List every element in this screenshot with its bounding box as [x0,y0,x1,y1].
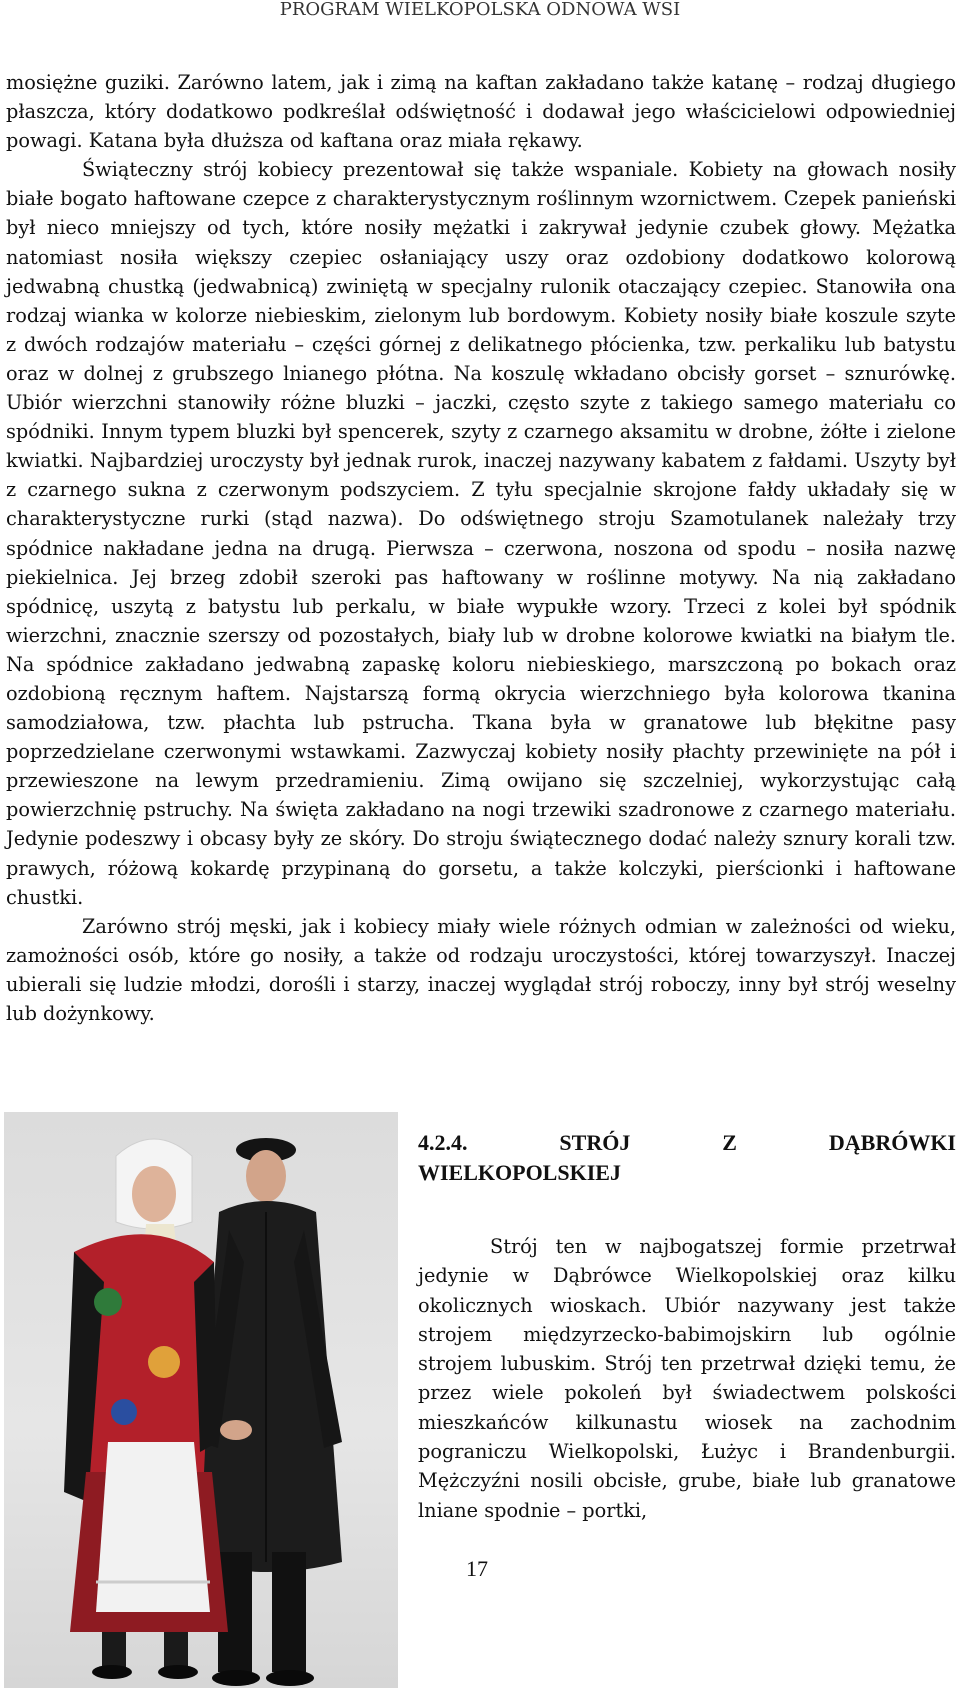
paragraph-mens-coat: mosiężne guziki. Zarówno latem, jak i zimą na kaftan zakładano także katanę – rodzaj długiego płaszcza, który dodatkowo podkreślał odświętność i dodawał jego właścicielowi odpowiedniej powagi. Katana była dłuższa od kaftana oraz miała rękawy. [6,71,956,153]
woman-figure [64,1139,228,1679]
section-heading [418,1128,956,1188]
running-header: PROGRAM WIELKOPOLSKA ODNOWA WSI [279,0,681,20]
main-text [6,68,956,1028]
costume-photo [4,1112,398,1688]
page-number: 17 [466,1556,488,1581]
section-title-word: DĄBRÓWKI [828,1130,956,1155]
section-heading-line-2: WIELKOPOLSKIEJ [418,1160,621,1185]
section-number: 4.2.4. [418,1130,468,1155]
section-heading-line-1 [418,1128,956,1158]
section-title-word: STRÓJ [559,1130,631,1155]
paragraph-womens-costume: Świąteczny strój kobiecy prezentował się także wspaniale. Kobiety na głowach nosiły białe bogato haftowane czepce z charakterystycznym roślinnym wzornictwem. Czepek panieński był nieco mniejszy od tych, które nosiły mężatki i zakrywał jedynie czubek głowy. Mężatka natomiast nosiła większy czepiec osłaniający uszy oraz ozdobiony dodatkowo kolorową jedwabną chustką (jedwabnicą) zwiniętą w specjalny rulonik otaczający czepiec. Stanowiła ona rodzaj wianka w kolorze niebieskim, zielonym lub bordowym. Kobiety nosiły białe koszule szyte z dwóch rodzajów materiału – części górnej z delikatnego płócienka, tzw. perkaliku lub batystu oraz w dolnej z grubszego lnianego płótna. Na koszulę wkładano obcisły gorset – sznurówkę. Ubiór wierzchni stanowiły różne bluzki – jaczki, często szyte z takiego samego materiału co spódniki. Innym typem bluzki był spencerek, szyty z czarnego aksamitu w drobne, żółte i zielone kwiatki. Najbardziej uroczysty był jednak rurok, inaczej nazywany kabatem z fałdami. Uszyty był z czarnego sukna z czerwonym podszyciem. Z tyłu specjalnie skrojone fałdy układały się w charakterystyczne rurki (stąd nazwa). Do odświętnego stroju Szamotulanek należały trzy spódnice nakładane jedna na drugą. Pierwsza – czerwona, noszona od spodu – nosiła nazwę piekielnica. Jej brzeg zdobił szeroki pas haftowany w roślinne motywy. Na nią zakładano spódnicę, uszytą z batystu lub perkalu, w białe wypukłe wzory. Trzeci z kolei był spódnik wierzchni, znacznie szerszy od pozostałych, biały lub w drobne kolorowe kwiatki na białym tle. Na spódnice zakładano jedwabną zapaskę koloru niebieskiego, marszczoną po bokach oraz ozdobioną ręcznym haftem. Najstarszą formą okrycia wierzchniego była kolorowa tkanina samodziałowa, tzw. płachta lub pstrucha. Tkana była w granatowe lub błękitne pasy poprzedzielane czerwonymi wstawkami. Zazwyczaj kobiety nosiły płachty przewinięte na pół i przewieszone na lewym przedramieniu. Zimą owijano się szczelniej, wykorzystując całą powierzchnię pstruchy. Na święta zakładano na nogi trzewiki szadronowe z czarnego materiału. Jedynie podeszwy i obcasy były ze skóry. Do stroju świątecznego dodać należy sznury korali tzw. prawych, różową kokardę przypinaną do gorsetu, a także kolczyki, pierścionki i haftowane chustki. [6,158,956,909]
section-body [418,1232,956,1525]
paragraph-dabrowka-costume: Strój ten w najbogatszej formie przetrwał jedynie w Dąbrówce Wielkopolskiej oraz kilku okolicznych wioskach. Ubiór nazywany jest także strojem międzyrzecko-babimojskirn lub ogólnie strojem lubuskim. Strój ten przetrwał dzięki temu, że przez wiele pokoleń był świadectwem polskości mieszkańców kilkunastu wiosek na zachodnim pograniczu Wielkopolski, Łużyc i Brandenburgii. Mężczyźni nosili obcisłe, grube, białe lub granatowe lniane spodnie – portki, [418,1235,956,1522]
section-title-word: Z [722,1130,737,1155]
paragraph-costume-variants: Zarówno strój męski, jak i kobiecy miały wiele różnych odmian w zależności od wieku, zamożności osób, które go nosiły, a także od rodzaju uroczystości, której towarzyszył. Inaczej ubierali się ludzie młodzi, dorośli i starzy, inaczej wyglądał strój roboczy, inny był strój weselny lub dożynkowy. [6,914,956,1025]
couple-in-folk-costume-illustration [4,1112,398,1688]
